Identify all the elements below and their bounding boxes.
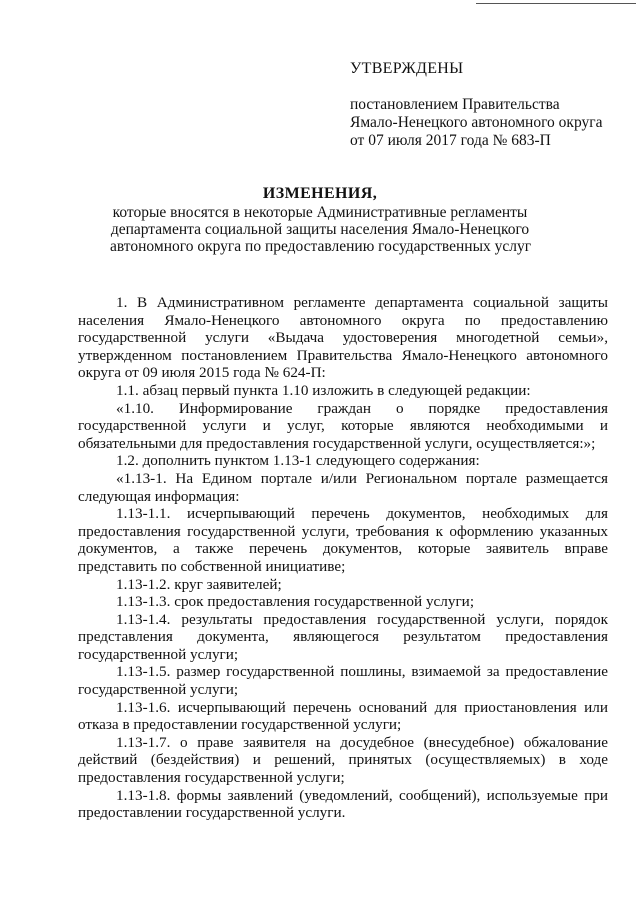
- paragraph-1-13-1-4: 1.13-1.4. результаты предоставления государственной услуги, порядок представления документа, являющегося результатом предоставления государственной услуги;: [78, 610, 608, 663]
- paragraph-1-13-1-2: 1.13-1.2. круг заявителей;: [116, 575, 282, 593]
- paragraph-1-13-1-6: 1.13-1.6. исчерпывающий перечень оснований для приостановления или отказа в предоставлении государственной услуги;: [78, 698, 608, 734]
- approval-line-date-number: от 07 июля 2017 года № 683-П: [350, 132, 551, 149]
- document-subtitle-line-2: департамента социальной защиты населения Ямало-Ненецкого: [110, 221, 530, 238]
- approval-line-region: Ямало-Ненецкого автономного округа: [350, 114, 603, 131]
- paragraph-quote-1-13-1: «1.13-1. На Едином портале и/или Региональном портале размещается следующая информация:: [78, 469, 608, 505]
- document-subtitle-line-3: автономного округа по предоставлению государственных услуг: [110, 238, 532, 255]
- paragraph-1-13-1-3: 1.13-1.3. срок предоставления государственной услуги;: [116, 593, 475, 611]
- scan-edge-line: [476, 3, 636, 4]
- document-title-block: [110, 184, 530, 255]
- paragraph-quote-1-10: «1.10. Информирование граждан о порядке предоставления государственной услуги и услуг, которые являются необходимыми и обязательными для предоставления государственной услуги, осуществляется:»;: [78, 399, 608, 452]
- approval-line-resolution: постановлением Правительства: [350, 96, 560, 113]
- paragraph-item-1: 1. В Административном регламенте департамента социальной защиты населения Ямало-Ненецкого автономного округа по предоставлению государственной услуги «Выдача удостоверения многодетной семьи», утвержденном постановлением Правительства Ямало-Ненецкого автономного округа от 09 июля 2015 года № 624-П:: [78, 294, 608, 382]
- approval-heading: УТВЕРЖДЕНЫ: [350, 60, 464, 77]
- approval-stamp-block: [350, 60, 620, 150]
- paragraph-1-13-1-5: 1.13-1.5. размер государственной пошлины, взимаемой за предоставление государственной услуги;: [78, 663, 608, 699]
- document-body: [78, 294, 608, 822]
- paragraph-1-13-1-8: 1.13-1.8. формы заявлений (уведомлений, сообщений), используемые при предоставлении государственной услуги.: [78, 786, 608, 822]
- paragraph-item-1-2: 1.2. дополнить пунктом 1.13-1 следующего содержания:: [116, 452, 480, 470]
- paragraph-1-13-1-1: 1.13-1.1. исчерпывающий перечень документов, необходимых для предоставления государственной услуги, требования к оформлению указанных документов, а также перечень документов, которые заявитель вправе представить по собственной инициативе;: [78, 505, 608, 575]
- paragraph-item-1-1: 1.1. абзац первый пункта 1.10 изложить в следующей редакции:: [116, 381, 531, 399]
- document-title: ИЗМЕНЕНИЯ,: [262, 185, 378, 202]
- paragraph-1-13-1-7: 1.13-1.7. о праве заявителя на досудебное (внесудебное) обжалование действий (бездействия) и решений, принятых (осуществляемых) в ходе предоставления государственной услуги;: [78, 733, 608, 787]
- document-subtitle-line-1: которые вносятся в некоторые Административные регламенты: [112, 204, 528, 221]
